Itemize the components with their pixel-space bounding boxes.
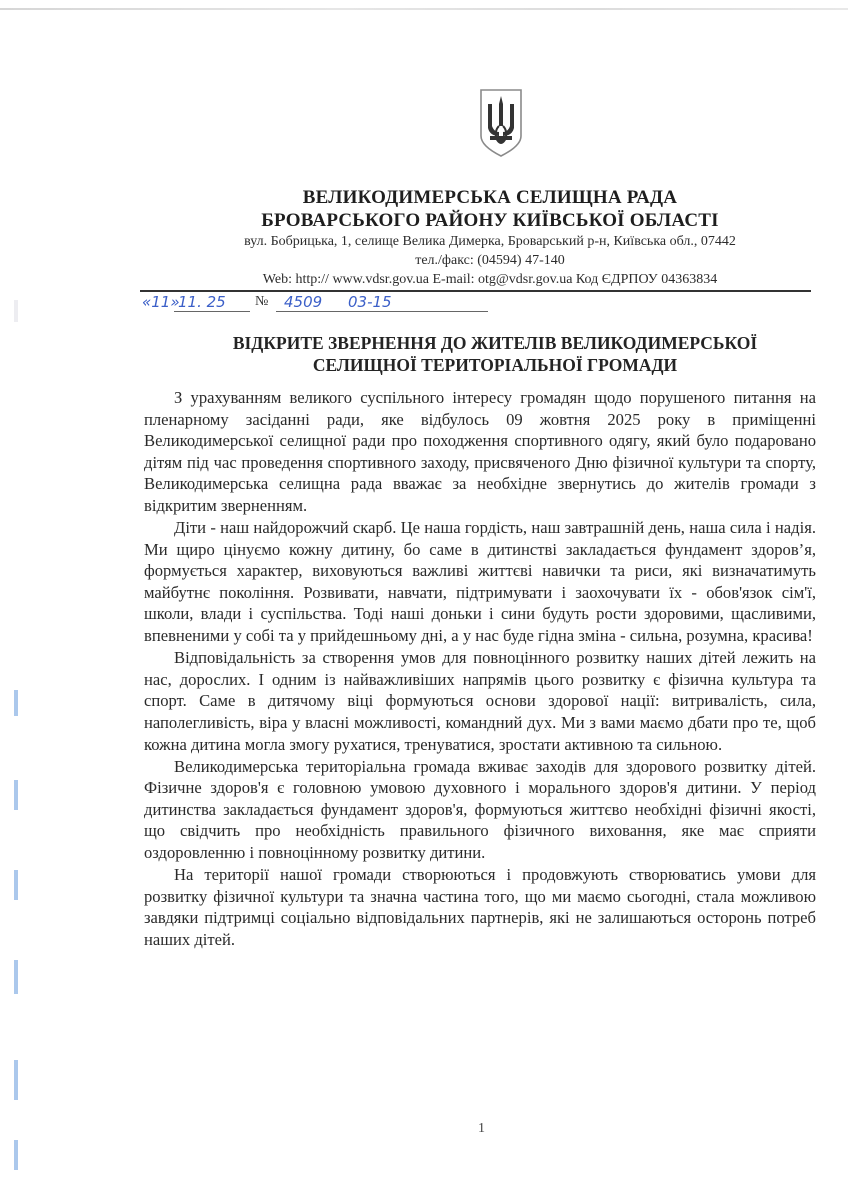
organization-name-line-2: БРОВАРСЬКОГО РАЙОНУ КИЇВСЬКОЇ ОБЛАСТІ <box>261 210 719 231</box>
organization-address: вул. Бобрицька, 1, селище Велика Димерка, Броварський р-н, Київська обл., 07442 <box>244 234 736 249</box>
registration-month-year: 11. 25 <box>178 293 226 311</box>
organization-web-email-code: Web: http:// www.vdsr.gov.ua E-mail: otg@vdsr.gov.ua Код ЄДРПОУ 04363834 <box>262 272 718 287</box>
scan-edge-line <box>0 8 848 10</box>
page-number: 1 <box>478 1121 485 1136</box>
document-title-line-1: ВІДКРИТЕ ЗВЕРНЕННЯ ДО ЖИТЕЛІВ ВЕЛИКОДИМЕРСЬКОЇ <box>232 333 758 353</box>
paragraph: Відповідальність за створення умов для повноцінного розвитку наших дітей лежить на нас, дорослих. І одним із найважливіших напрямів цього розвитку є фізична культура та спорт. Саме в дитячому віці формуються основи здорової нації: витривалість, сила, наполегливість, віра у власні можливості, командний дух. Ми з вами маємо дбати про те, щоб кожна дитина могла змогу рухатися, тренуватися, зростати активною та сильною. <box>144 648 816 754</box>
document-title-line-2: СЕЛИЩНОЇ ТЕРИТОРІАЛЬНОЇ ГРОМАДИ <box>312 355 678 375</box>
date-underline <box>174 311 250 312</box>
letterhead-divider <box>140 290 811 292</box>
number-underline <box>276 311 488 312</box>
paragraph: Діти - наш найдорожчий скарб. Це наша гордість, наш завтрашній день, наша сила і надія. Ми щиро цінуємо кожну дитину, бо саме в дитинстві закладається фундамент здоров’я, формується характер, виховуються важливі життєві навички та риси, які визначатимуть майбутнє покоління. Розвивати, навчати, підтримувати і заохочувати їх - обов'язок сім'ї, школи, влади і суспільства. Тоді наші доньки і сини будуть рости здоровими, щасливими, впевненими у собі та у прийдешньому дні, а у нас буде гідна зміна - сильна, розумна, красива! <box>144 518 816 646</box>
document-title <box>150 332 840 376</box>
registration-line <box>142 293 562 315</box>
scan-margin-artifacts <box>14 260 20 1180</box>
ukraine-trident-coat-of-arms-icon <box>476 86 526 158</box>
organization-phone: тел./факс: (04594) 47-140 <box>415 253 565 268</box>
paragraph: Великодимерська територіальна громада вживає заходів для здорового розвитку дітей. Фізичне здоров'я є головною умовою духовного і морального здоров'я дитини. У період дитинства закладається фундамент здоров'я, формуються життєво необхідні фізичні якості, що свідчить про необхідність правильного фізичного виховання, яке має сприяти оздоровленню і повноцінному розвитку дитини. <box>144 756 816 862</box>
document-body <box>144 387 816 951</box>
paragraph: З урахуванням великого суспільного інтересу громадян щодо порушеного питання на пленарному засіданні ради, яке відбулось 09 жовтня 2025 року в приміщенні Великодимерської селищної ради про походження спортивного одягу, який було подаровано дітям під час проведення спортивного заходу, присвяченого Дню фізичної культури та спорту, Великодимерська селищна рада вважає за необхідне звернутись до жителів громади з відкритим зверненням. <box>144 388 816 515</box>
registration-index: 03-15 <box>348 293 392 311</box>
number-sign: № <box>255 294 269 309</box>
registration-number: 4509 <box>284 293 323 311</box>
organization-name-line-1: ВЕЛИКОДИМЕРСЬКА СЕЛИЩНА РАДА <box>302 187 678 208</box>
letterhead <box>140 186 840 289</box>
registration-day: «11» <box>142 293 180 311</box>
paragraph: На території нашої громади створюються і продовжують створюватись умови для розвитку фізичної культури та значна частина того, що ми маємо сьогодні, стала можливою завдяки підтримці соціально відповідальних партнерів, які не залишаються осторонь потреб наших дітей. <box>144 865 816 949</box>
